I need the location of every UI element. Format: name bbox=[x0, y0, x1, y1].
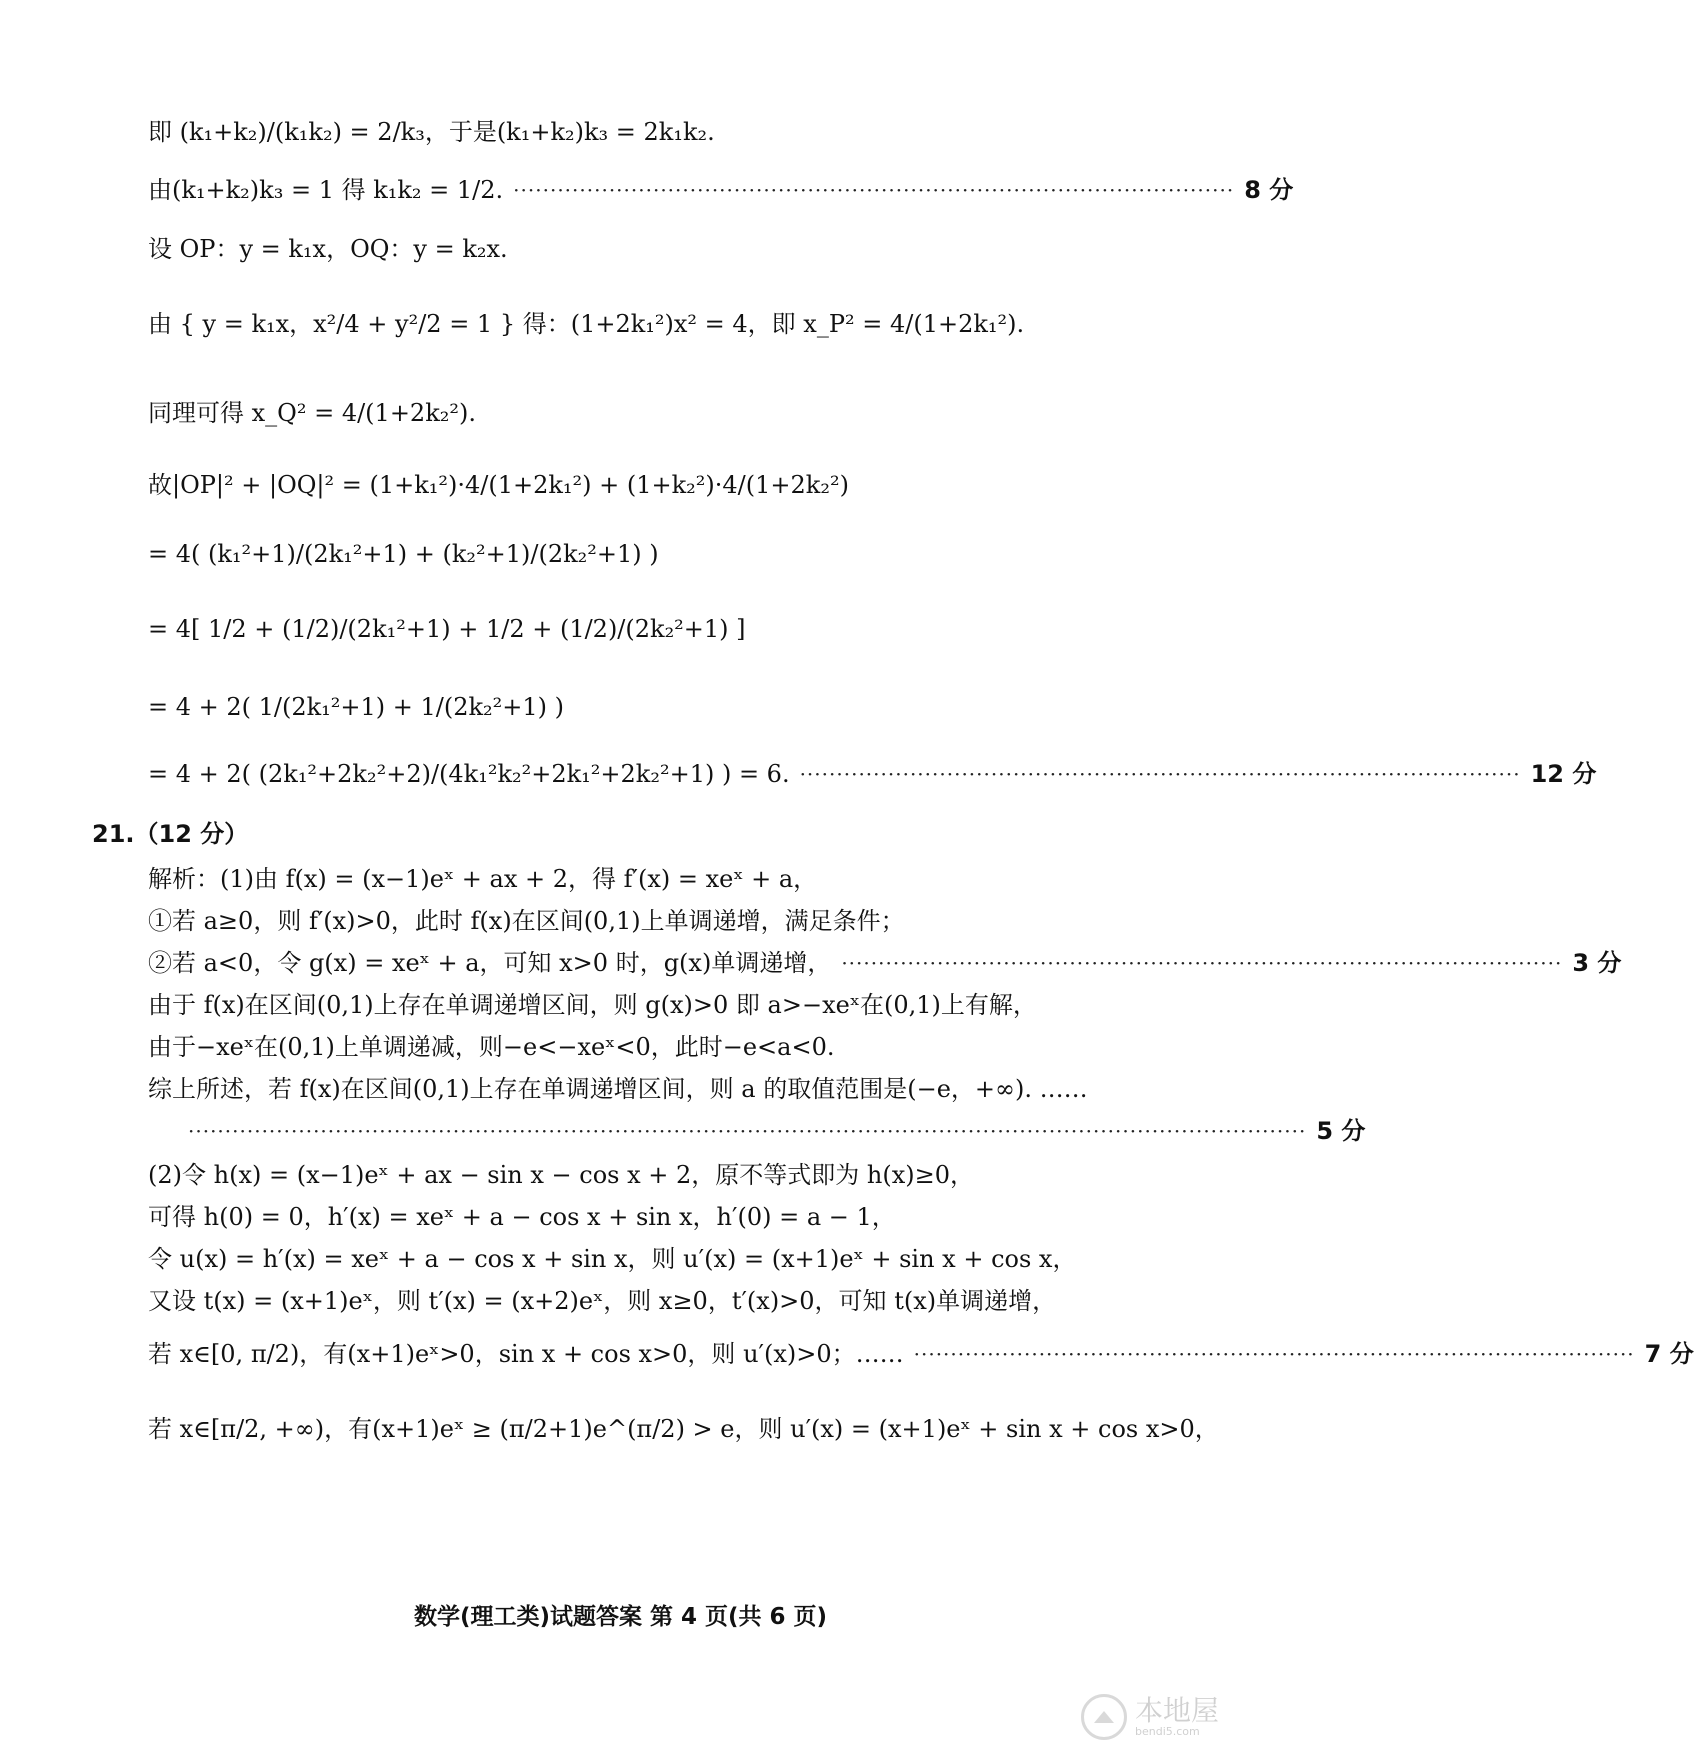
line-18 bbox=[148, 1114, 1366, 1148]
page-footer: 数学(理工类)试题答案 第 4 页(共 6 页) bbox=[413, 1604, 828, 1630]
line-22: 又设 t(x) = (x+1)eˣ，则 t′(x) = (x+2)eˣ，则 x≥0，t′(x)>0，可知 t(x)单调递增， bbox=[148, 1287, 1057, 1315]
line-15: 由于 f(x)在区间(0,1)上存在单调递增区间，则 g(x)>0 即 a>−xeˣ在(0,1)上有解， bbox=[148, 991, 1037, 1019]
line-4: 由 { y = k₁x，x²/4 + y²/2 = 1 } 得：(1+2k₁²)x² = 4，即 x_P² = 4/(1+2k₁²). bbox=[148, 310, 1025, 338]
line-2: 由(k₁+k₂)k₃ = 1 得 k₁k₂ = 1/2. ·································································································· 8 分 bbox=[148, 173, 1141, 207]
watermark-name: 本地屋 bbox=[1134, 1693, 1219, 1727]
line-7: = 4( (k₁²+1)/(2k₁²+1) + (k₂²+1)/(2k₂²+1) ) bbox=[148, 540, 659, 568]
dot-leader: ·································································································· bbox=[799, 762, 1521, 786]
house-icon bbox=[1081, 1694, 1127, 1740]
dot-leader: ························································································································································ bbox=[188, 1119, 1307, 1143]
line-14: ②若 a<0，令 g(x) = xeˣ + a，可知 x>0 时，g(x)单调递增， ·································································································· 3 分 bbox=[148, 946, 1141, 980]
dot-leader: ·································································································· bbox=[913, 1342, 1635, 1366]
line-13: ①若 a≥0，则 f′(x)>0，此时 f(x)在区间(0,1)上单调递增，满足条件； bbox=[148, 907, 905, 935]
line-17: 综上所述，若 f(x)在区间(0,1)上存在单调递增区间，则 a 的取值范围是(−e，+∞). …… bbox=[148, 1075, 1088, 1103]
line-12: 解析：(1)由 f(x) = (x−1)eˣ + ax + 2，得 f′(x) = xeˣ + a， bbox=[148, 865, 818, 893]
question-21-heading: 21.（12 分） bbox=[92, 820, 249, 848]
line-9: = 4 + 2( 1/(2k₁²+1) + 1/(2k₂²+1) ) bbox=[148, 693, 565, 721]
line-16: 由于−xeˣ在(0,1)上单调递减，则−e<−xeˣ<0，此时−e<a<0. bbox=[148, 1033, 835, 1061]
watermark-url: bendi5.com bbox=[1134, 1724, 1200, 1738]
score-mark: 3 分 bbox=[1572, 949, 1622, 977]
line-3: 设 OP：y = k₁x，OQ：y = k₂x. bbox=[148, 235, 508, 263]
watermark-logo bbox=[1081, 1694, 1219, 1740]
line-1: 即 (k₁+k₂)/(k₁k₂) = 2/k₃，于是(k₁+k₂)k₃ = 2k₁k₂. bbox=[148, 118, 715, 146]
line-19: (2)令 h(x) = (x−1)eˣ + ax − sin x − cos x + 2，原不等式即为 h(x)≥0， bbox=[148, 1161, 975, 1189]
line-21: 令 u(x) = h′(x) = xeˣ + a − cos x + sin x，则 u′(x) = (x+1)eˣ + sin x + cos x， bbox=[148, 1245, 1077, 1273]
score-mark: 8 分 bbox=[1244, 176, 1294, 204]
score-mark: 5 分 bbox=[1316, 1117, 1366, 1145]
line-8: = 4[ 1/2 + (1/2)/(2k₁²+1) + 1/2 + (1/2)/(2k₂²+1) ] bbox=[148, 615, 746, 643]
score-mark: 12 分 bbox=[1530, 760, 1597, 788]
dot-leader: ·································································································· bbox=[513, 178, 1235, 202]
line-5: 同理可得 x_Q² = 4/(1+2k₂²). bbox=[148, 399, 476, 427]
score-mark: 7 分 bbox=[1644, 1340, 1694, 1368]
line-24: 若 x∈[π/2, +∞)，有(x+1)eˣ ≥ (π/2+1)e^(π/2) > e，则 u′(x) = (x+1)eˣ + sin x + cos x>0， bbox=[148, 1415, 1219, 1443]
line-23: 若 x∈[0, π/2)，有(x+1)eˣ>0，sin x + cos x>0，则 u′(x)>0；…… ·································································································· 7 分 bbox=[148, 1337, 1141, 1371]
line-10: = 4 + 2( (2k₁²+2k₂²+2)/(4k₁²k₂²+2k₁²+2k₂²+1) ) = 6. ·································································································· 12 分 bbox=[148, 757, 1141, 791]
line-6: 故|OP|² + |OQ|² = (1+k₁²)·4/(1+2k₁²) + (1+k₂²)·4/(1+2k₂²) bbox=[148, 471, 849, 499]
dot-leader: ·································································································· bbox=[841, 951, 1563, 975]
line-20: 可得 h(0) = 0，h′(x) = xeˣ + a − cos x + sin x，h′(0) = a − 1， bbox=[148, 1203, 896, 1231]
